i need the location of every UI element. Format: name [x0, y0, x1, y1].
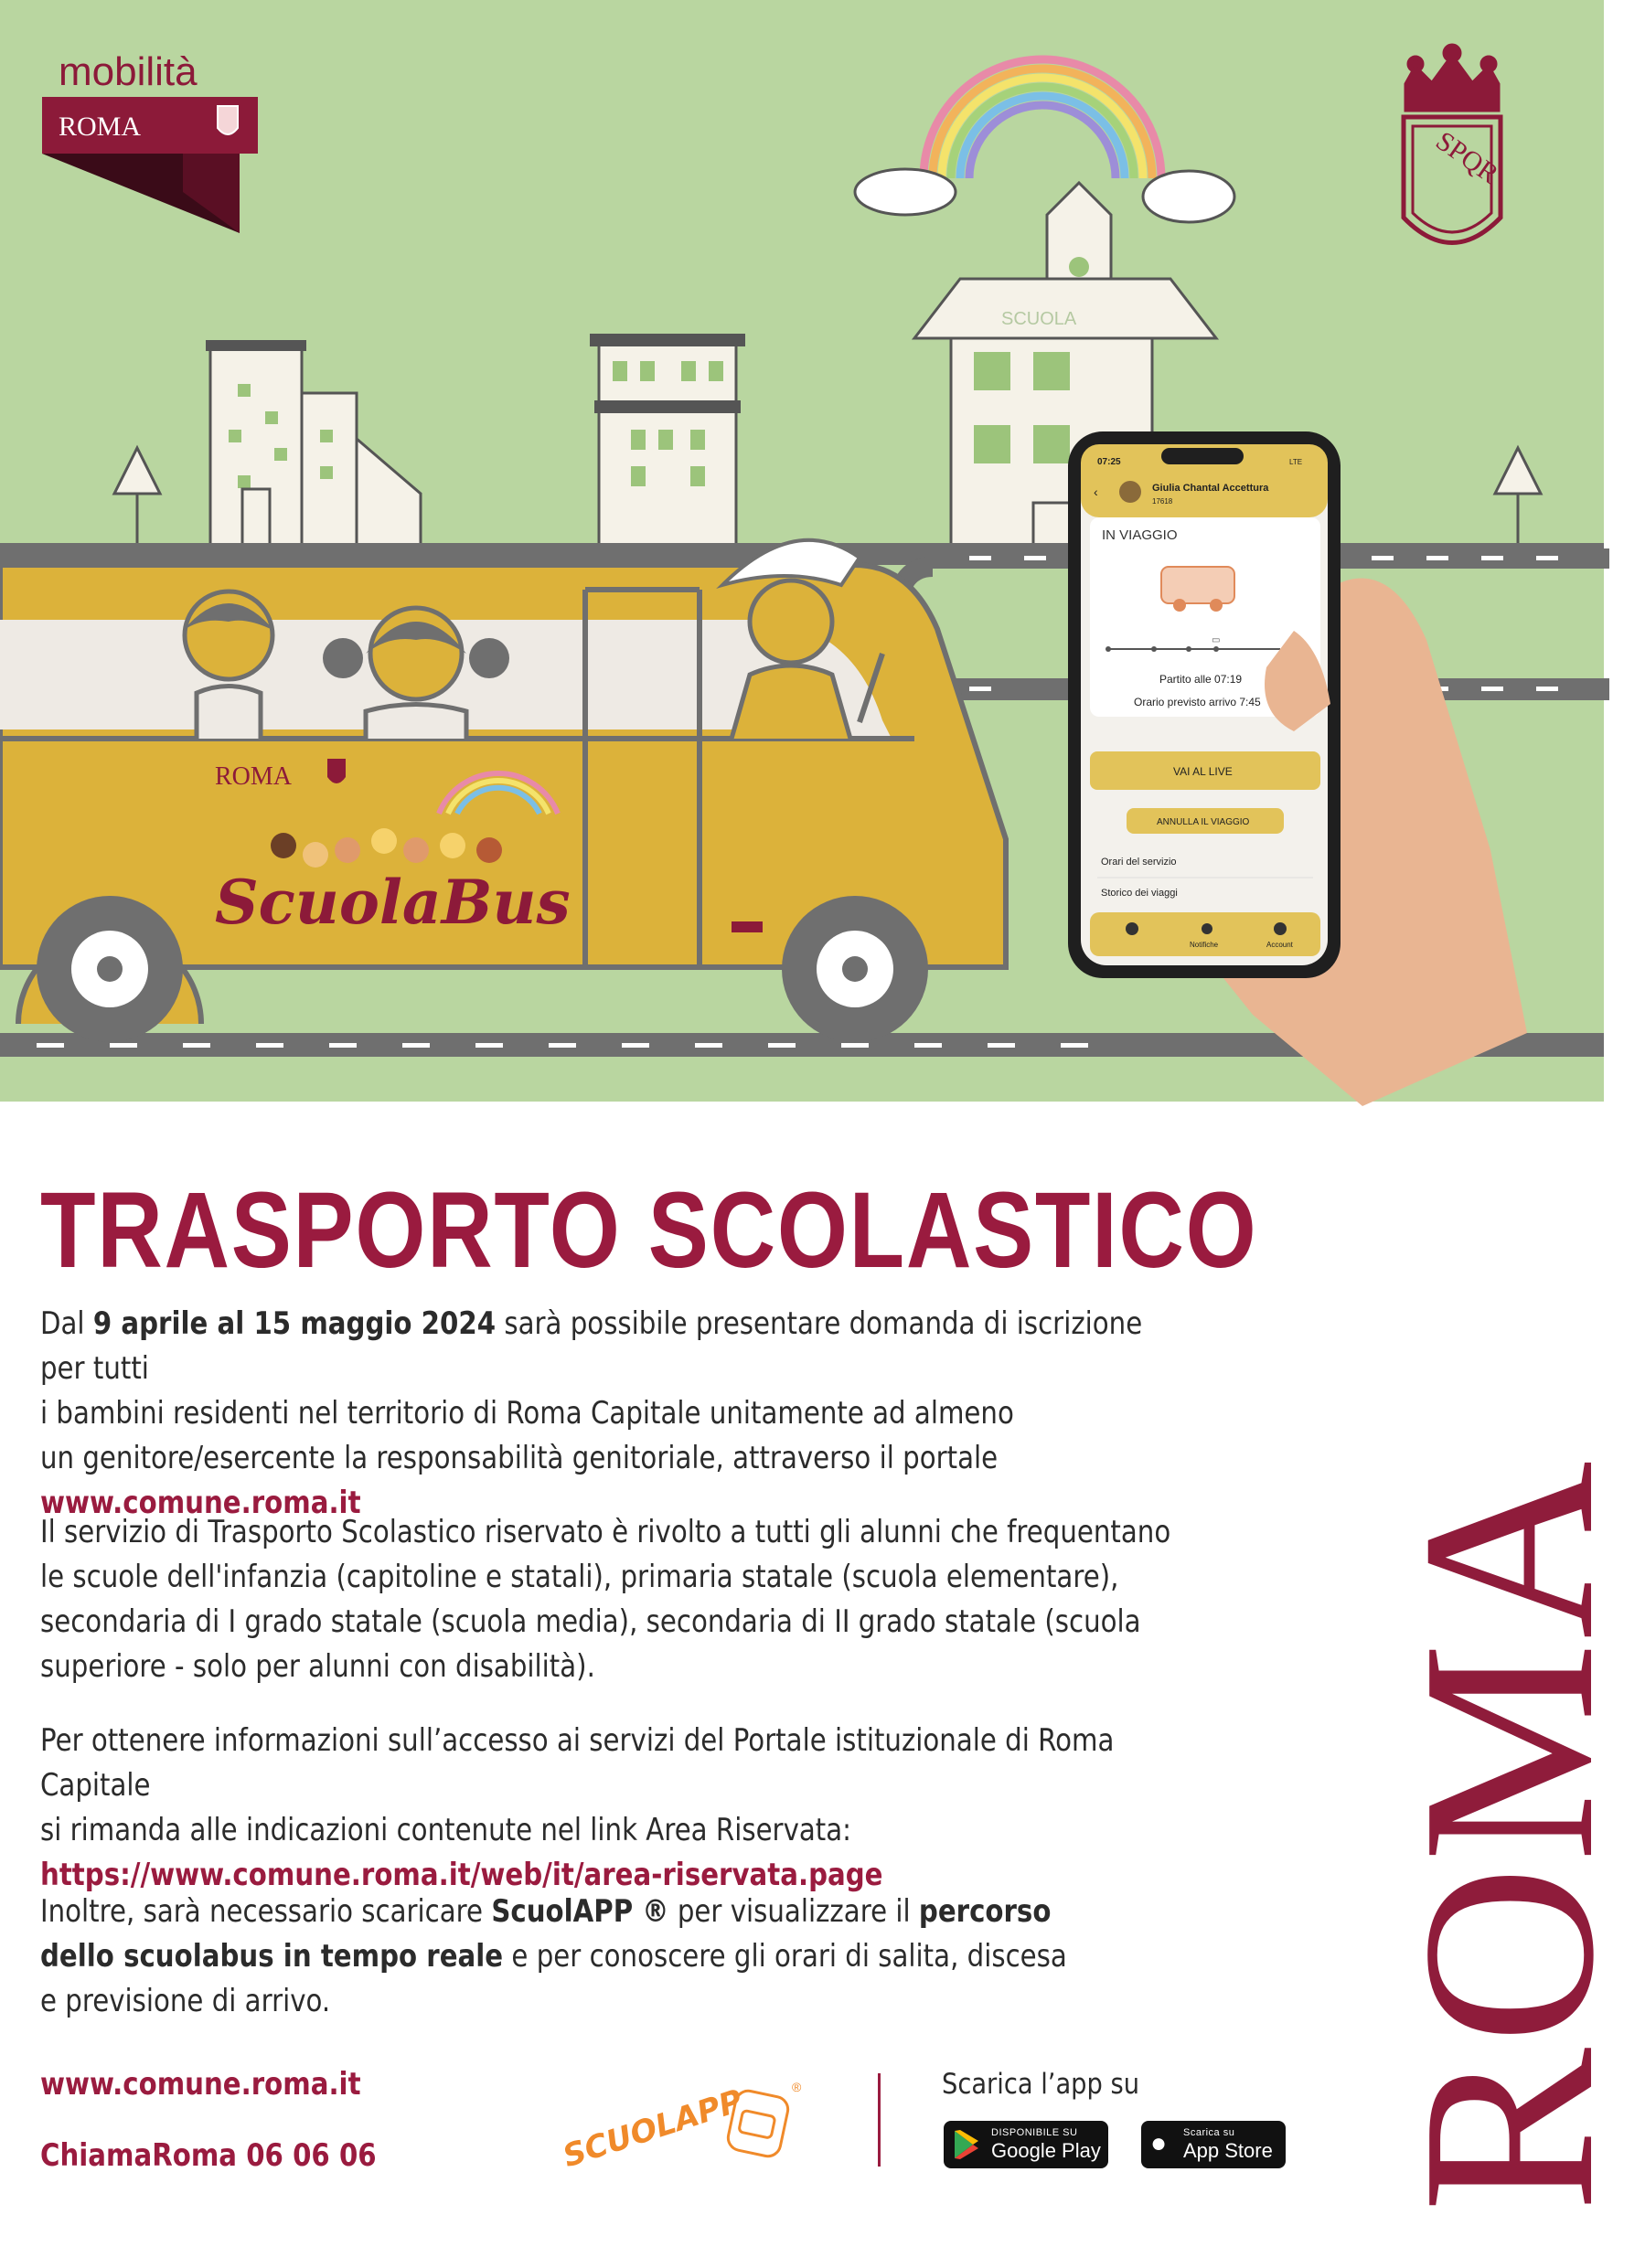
app-store-big: App Store — [1183, 2139, 1273, 2162]
page-title: TRASPORTO SCOLASTICO — [40, 1170, 1258, 1291]
footer-divider — [878, 2073, 881, 2167]
phone-time: 07:25 — [1097, 457, 1121, 467]
hero-illustration — [0, 0, 1604, 1102]
bus-roma-text: ROMA — [215, 762, 293, 791]
scuolapp-logo-text: SCUOLAPP — [558, 2082, 748, 2176]
google-play-small: DISPONIBILE SU — [991, 2127, 1078, 2138]
mobilita-text: mobilità — [59, 49, 198, 94]
paragraph-app: Inoltre, sarà necessario scaricare ScuolAPP ® per visualizzare il percorso dello scuolabus in tempo reale e per conoscere gli orari di salita, discesa e previsione di arrivo. — [40, 1893, 1067, 2019]
footer-website-link[interactable]: www.comune.roma.it — [40, 2066, 361, 2103]
vertical-roma-logo: ROMA — [1372, 1456, 1645, 2212]
svg-text:▭: ▭ — [1212, 635, 1221, 645]
spqr-text: SPQR — [1430, 125, 1504, 190]
school-sign: SCUOLA — [1001, 309, 1077, 329]
paragraph-service: Il servizio di Trasporto Scolastico riservato è rivolto a tutti gli alunni che frequentano le scuole dell'infanzia (capitoline e statali), primaria statale (scuola elementare), secondaria di I grado statale (scuola media), secondaria di II grado statale (scuola superiore - solo per alunni con disabilità). — [40, 1514, 1171, 1685]
school-bus — [0, 540, 1006, 1042]
vai-al-live-label: VAI AL LIVE — [1173, 765, 1233, 778]
annulla-viaggio-label: ANNULLA IL VIAGGIO — [1157, 817, 1250, 827]
app-name: ScuolAPP ® — [491, 1893, 669, 1930]
app-store-small: Scarica su — [1183, 2127, 1235, 2138]
phone-user-id: 17618 — [1152, 497, 1173, 506]
tab-notifiche[interactable]: Notifiche — [1190, 941, 1219, 949]
area-riservata-link[interactable]: https://www.comune.roma.it/web/it/area-riservata.page — [40, 1857, 883, 1893]
registered-mark: ® — [792, 2080, 802, 2094]
map-pin-icon[interactable] — [1126, 922, 1138, 935]
phone-status: IN VIAGGIO — [1102, 527, 1178, 543]
portal-link[interactable]: www.comune.roma.it — [40, 1485, 361, 1521]
google-play-icon — [953, 2129, 980, 2160]
footer-phone[interactable]: ChiamaRoma 06 06 06 — [40, 2137, 377, 2174]
scuolapp-logo — [558, 2068, 814, 2176]
bell-icon[interactable] — [1202, 923, 1212, 934]
svg-text:‹: ‹ — [1094, 484, 1098, 499]
paragraph-area-riservata: Per ottenere informazioni sull’accesso ai servizi del Portale istituzionale di Roma Capitale si rimanda alle indicazioni contenute nel link Area Riservata: https://www.comune.roma.it/web/it/area-riservata.page — [40, 1719, 1180, 1898]
scuolabus-logo: ScuolaBus — [215, 867, 571, 938]
menu-orari[interactable]: Orari del servizio — [1101, 857, 1177, 868]
phone-eta: Orario previsto arrivo 7:45 — [1134, 696, 1261, 708]
download-label: Scarica l’app su — [942, 2068, 1139, 2101]
menu-storico[interactable]: Storico dei viaggi — [1101, 888, 1178, 899]
tab-account[interactable]: Account — [1266, 941, 1293, 949]
phone-signal: LTE — [1289, 458, 1303, 466]
google-play-badge[interactable] — [944, 2121, 1108, 2168]
google-play-big: Google Play — [991, 2139, 1101, 2162]
phone-departed: Partito alle 07:19 — [1159, 673, 1243, 686]
app-store-badge[interactable] — [1141, 2121, 1286, 2168]
roma-badge-text: ROMA — [59, 112, 142, 142]
hero-svg — [0, 0, 1604, 1102]
account-icon[interactable] — [1274, 922, 1287, 935]
apple-icon: ● — [1150, 2128, 1168, 2158]
paragraph-registration: Dal 9 aprile al 15 maggio 2024 sarà possibile presentare domanda di iscrizione per tutti i bambini residenti nel territorio di Roma Capitale unitamente ad almeno un genitore/esercente la responsabilità genitoriale, attraverso il portale www.comune.roma.it — [40, 1302, 1180, 1526]
registration-dates: 9 aprile al 15 maggio 2024 — [92, 1305, 497, 1342]
phone-user-name: Giulia Chantal Accettura — [1152, 483, 1269, 494]
